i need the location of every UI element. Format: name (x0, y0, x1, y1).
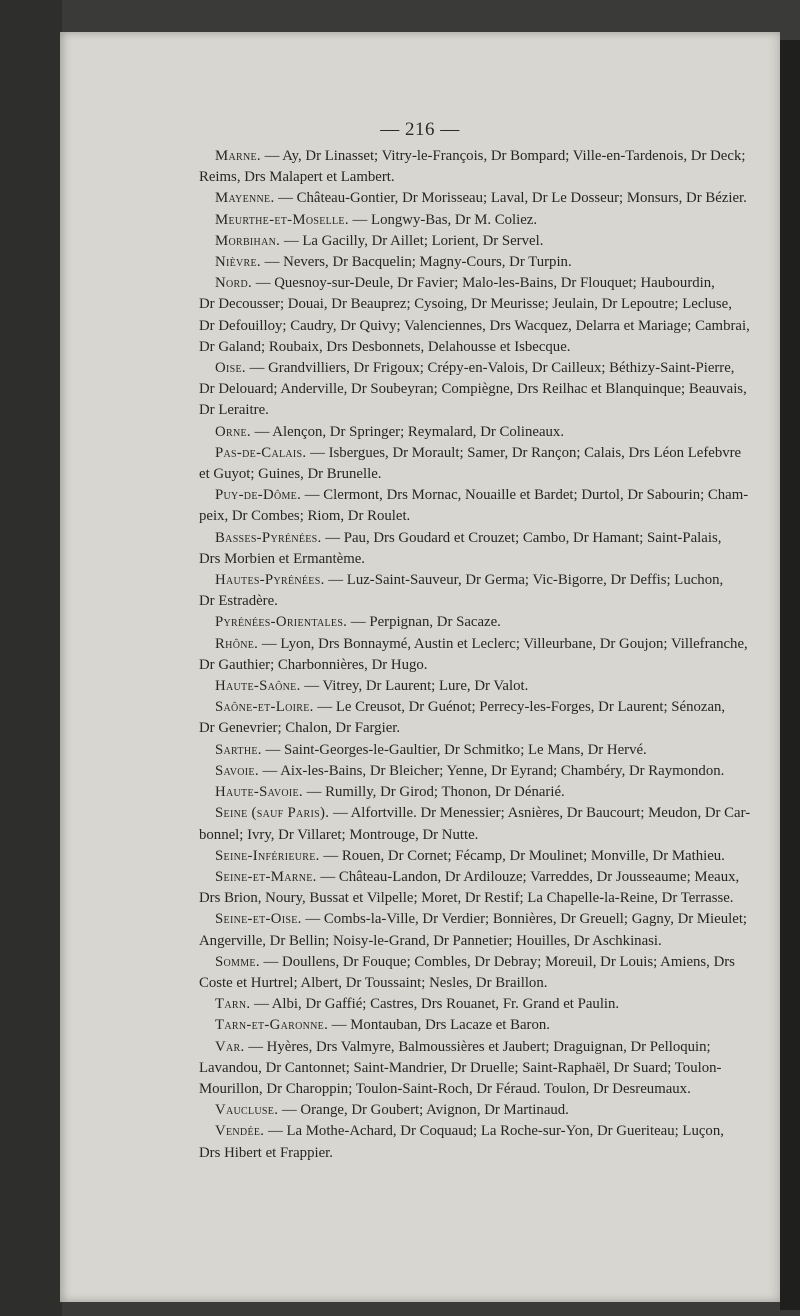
department-name: Oise. (215, 360, 246, 377)
entry-line (199, 888, 771, 909)
entry-text: — Luz-Saint-Sauveur, Dr Germa; Vic-Bigorre, Dr Deffis; Luchon, (328, 572, 724, 589)
entry-text: — Rumilly, Dr Girod; Thonon, Dr Dénarié. (306, 784, 565, 801)
directory-entry (199, 612, 771, 633)
entry-line (199, 506, 771, 527)
entry-text: — La Mothe-Achard, Dr Coquaud; La Roche-sur-Yon, Dr Gueriteau; Luçon, (267, 1123, 724, 1140)
directory-entry (199, 358, 771, 422)
entry-text: Lavandou, Dr Cantonnet; Saint-Mandrier, Dr Druelle; Saint-Raphaël, Dr Suard; Toulon- (199, 1059, 722, 1076)
entry-text: — Quesnoy-sur-Deule, Dr Favier; Malo-les-Bains, Dr Flouquet; Haubourdin, (255, 275, 715, 292)
directory-entry (199, 570, 771, 612)
entry-text: Dr Decousser; Douai, Dr Beauprez; Cysoing, Dr Meurisse; Jeulain, Dr Lepoutre; Lecluse, (199, 296, 732, 313)
entry-line (199, 379, 771, 400)
entry-line (199, 443, 771, 464)
department-name: Sarthe. (215, 741, 262, 758)
department-name: Orne. (215, 423, 251, 440)
directory-entry (199, 909, 771, 951)
entry-text: — Doullens, Dr Fouque; Combles, Dr Debray; Moreuil, Dr Louis; Amiens, Drs (263, 953, 735, 970)
entry-text: — Longwy-Bas, Dr M. Coliez. (352, 211, 538, 228)
department-name: Nièvre. (215, 254, 261, 271)
entry-text: — Hyères, Drs Valmyre, Balmoussières et Jaubert; Draguignan, Dr Pelloquin; (248, 1038, 711, 1055)
department-name: Tarn-et-Garonne. (215, 1017, 329, 1034)
entry-text: — Saint-Georges-le-Gaultier, Dr Schmitko; Le Mans, Dr Hervé. (265, 741, 647, 758)
entry-text: Drs Brion, Noury, Bussat et Vilpelle; Moret, Dr Restif; La Chapelle-la-Reine, Dr Terrasse. (199, 890, 734, 907)
directory-entry (199, 146, 771, 188)
directory-entry (199, 994, 771, 1015)
department-name: Seine (sauf Paris). (215, 805, 330, 822)
department-name: Saône-et-Loire. (215, 699, 314, 716)
directory-entry (199, 803, 771, 845)
entry-line (199, 740, 771, 761)
department-name: Vendée. (215, 1123, 265, 1140)
entry-text: Dr Estradère. (199, 593, 278, 610)
directory-entry (199, 252, 771, 273)
entry-line (199, 1037, 771, 1058)
entry-text: — Ay, Dr Linasset; Vitry-le-François, Dr Bompard; Ville-en-Tardenois, Dr Deck; (264, 148, 746, 164)
entry-text: — Aix-les-Bains, Dr Bleicher; Yenne, Dr Eyrand; Chambéry, Dr Raymondon. (262, 762, 725, 779)
entry-line (199, 782, 771, 803)
department-name: Haute-Saône. (215, 678, 301, 695)
entry-line (199, 1079, 771, 1100)
entry-text: — Alfortville. Dr Menessier; Asnières, Dr Baucourt; Meudon, Dr Car- (332, 805, 751, 822)
entry-line (199, 294, 771, 315)
entry-line (199, 803, 771, 824)
department-name: Pyrénées-Orientales. (215, 614, 348, 631)
entry-text: Dr Gauthier; Charbonnières, Dr Hugo. (199, 656, 428, 673)
scan-background (0, 0, 62, 1316)
entry-text: — Grandvilliers, Dr Frigoux; Crépy-en-Valois, Dr Cailleux; Béthizy-Saint-Pierre, (249, 360, 735, 377)
entry-text: — Perpignan, Dr Sacaze. (350, 614, 501, 631)
entry-line (199, 718, 771, 739)
directory-entries (199, 146, 771, 1164)
entry-text: Drs Hibert et Frappier. (199, 1144, 333, 1161)
entry-line (199, 528, 771, 549)
entry-line (199, 634, 771, 655)
entry-line (199, 1100, 771, 1121)
directory-entry (199, 231, 771, 252)
directory-entry (199, 676, 771, 697)
entry-text: Drs Morbien et Ermantème. (199, 550, 366, 567)
entry-line (199, 931, 771, 952)
entry-line (199, 1015, 771, 1036)
entry-line (199, 464, 771, 485)
entry-line (199, 400, 771, 421)
entry-line (199, 655, 771, 676)
entry-text: Dr Defouilloy; Caudry, Dr Quivy; Valenciennes, Drs Wacquez, Delarra et Mariage; Cambrai, (199, 317, 750, 334)
entry-text: — Nevers, Dr Bacquelin; Magny-Cours, Dr Turpin. (264, 254, 572, 271)
entry-line (199, 825, 771, 846)
entry-text: Dr Genevrier; Chalon, Dr Fargier. (199, 720, 401, 737)
entry-line (199, 994, 771, 1015)
entry-text: — Orange, Dr Goubert; Avignon, Dr Martinaud. (281, 1102, 569, 1119)
entry-line (199, 909, 771, 930)
entry-line (199, 867, 771, 888)
entry-text: — Château-Gontier, Dr Morisseau; Laval, Dr Le Dosseur; Monsurs, Dr Bézier. (278, 190, 747, 207)
directory-entry (199, 210, 771, 231)
entry-text: — Rouen, Dr Cornet; Fécamp, Dr Moulinet; Monville, Dr Mathieu. (323, 847, 725, 864)
entry-text: — Alençon, Dr Springer; Reymalard, Dr Colineaux. (254, 423, 565, 440)
entry-line (199, 210, 771, 231)
entry-text: — Albi, Dr Gaffié; Castres, Drs Rouanet, Fr. Grand et Paulin. (254, 996, 620, 1013)
entry-line (199, 188, 771, 209)
directory-entry (199, 485, 771, 527)
directory-entry (199, 528, 771, 570)
entry-line (199, 676, 771, 697)
entry-text: — Lyon, Drs Bonnaymé, Austin et Leclerc; Villeurbane, Dr Goujon; Villefranche, (261, 635, 748, 652)
entry-text: — Combs-la-Ville, Dr Verdier; Bonnières, Dr Greuell; Gagny, Dr Mieulet; (305, 911, 748, 928)
entry-line (199, 761, 771, 782)
directory-entry (199, 188, 771, 209)
entry-text: — Vitrey, Dr Laurent; Lure, Dr Valot. (304, 678, 529, 695)
department-name: Seine-et-Oise. (215, 911, 302, 928)
entry-text: Dr Galand; Roubaix, Drs Desbonnets, Delahousse et Isbecque. (199, 338, 571, 355)
department-name: Nord. (215, 275, 252, 292)
entry-line (199, 316, 771, 337)
entry-line (199, 231, 771, 252)
entry-line (199, 591, 771, 612)
entry-line (199, 485, 771, 506)
entry-text: — Isbergues, Dr Morault; Samer, Dr Rançon; Calais, Drs Léon Lefebvre (310, 444, 742, 461)
department-name: Vaucluse. (215, 1102, 279, 1119)
department-name: Morbihan. (215, 232, 281, 249)
directory-entry (199, 846, 771, 867)
entry-text: et Guyot; Guines, Dr Brunelle. (199, 466, 382, 483)
directory-entry (199, 443, 771, 485)
directory-entry (199, 1015, 771, 1036)
department-name: Haute-Savoie. (215, 784, 303, 801)
entry-text: Coste et Hurtrel; Albert, Dr Toussaint; Nesles, Dr Braillon. (199, 974, 548, 991)
entry-line (199, 612, 771, 633)
directory-entry (199, 697, 771, 739)
entry-line (199, 846, 771, 867)
department-name: Seine-et-Marne. (215, 868, 317, 885)
directory-entry (199, 740, 771, 761)
directory-entry (199, 867, 771, 909)
entry-text: Angerville, Dr Bellin; Noisy-le-Grand, Dr Pannetier; Houilles, Dr Aschkinasi. (199, 932, 662, 949)
entry-text: — Château-Landon, Dr Ardilouze; Varreddes, Dr Jousseaume; Meaux, (320, 868, 740, 885)
directory-entry (199, 634, 771, 676)
entry-text: Dr Leraitre. (199, 402, 269, 419)
department-name: Seine-Inférieure. (215, 847, 320, 864)
directory-entry (199, 1037, 771, 1101)
page-number: — 216 — (380, 119, 460, 140)
entry-text: Mourillon, Dr Charoppin; Toulon-Saint-Roch, Dr Féraud. Toulon, Dr Desreumaux. (199, 1080, 691, 1097)
entry-line (199, 1143, 771, 1164)
department-name: Meurthe-et-Moselle. (215, 211, 349, 228)
entry-text: — Pau, Drs Goudard et Crouzet; Cambo, Dr Hamant; Saint-Palais, (325, 529, 722, 546)
directory-entry (199, 782, 771, 803)
directory-entry (199, 273, 771, 358)
entry-line (199, 549, 771, 570)
directory-entry (199, 952, 771, 994)
directory-entry (199, 1121, 771, 1163)
entry-line (199, 146, 771, 167)
entry-line (199, 1058, 771, 1079)
entry-text: peix, Dr Combes; Riom, Dr Roulet. (199, 508, 411, 525)
scan-edge (780, 40, 800, 1310)
entry-line (199, 1121, 771, 1142)
entry-line (199, 358, 771, 379)
directory-entry (199, 1100, 771, 1121)
entry-text: — Montauban, Drs Lacaze et Baron. (331, 1017, 550, 1034)
directory-entry (199, 761, 771, 782)
department-name: Puy-de-Dôme. (215, 487, 302, 504)
entry-line (199, 973, 771, 994)
entry-line (199, 273, 771, 294)
entry-line (199, 337, 771, 358)
directory-entry (199, 422, 771, 443)
department-name: Pas-de-Calais. (215, 444, 307, 461)
entry-line (199, 697, 771, 718)
entry-text: Reims, Drs Malapert et Lambert. (199, 169, 395, 186)
entry-line (199, 570, 771, 591)
department-name: Savoie. (215, 762, 259, 779)
department-name: Basses-Pyrénées. (215, 529, 322, 546)
entry-line (199, 252, 771, 273)
entry-text: — La Gacilly, Dr Aillet; Lorient, Dr Servel. (283, 232, 544, 249)
department-name: Mayenne. (215, 190, 275, 207)
department-name: Hautes-Pyrénées. (215, 572, 325, 589)
entry-text: — Clermont, Drs Mornac, Nouaille et Bardet; Durtol, Dr Sabourin; Cham- (304, 487, 749, 504)
entry-text: bonnel; Ivry, Dr Villaret; Montrouge, Dr Nutte. (199, 826, 479, 843)
department-name: Tarn. (215, 996, 251, 1013)
entry-text: — Le Creusot, Dr Guénot; Perrecy-les-Forges, Dr Laurent; Sénozan, (317, 699, 726, 716)
department-name: Rhône. (215, 635, 259, 652)
entry-line (199, 167, 771, 188)
entry-line (199, 952, 771, 973)
entry-line (199, 422, 771, 443)
department-name: Marne. (215, 148, 261, 164)
department-name: Somme. (215, 953, 260, 970)
department-name: Var. (215, 1038, 245, 1055)
entry-text: Dr Delouard; Anderville, Dr Soubeyran; Compiègne, Drs Reilhac et Blanquinque; Beauvais, (199, 381, 747, 398)
